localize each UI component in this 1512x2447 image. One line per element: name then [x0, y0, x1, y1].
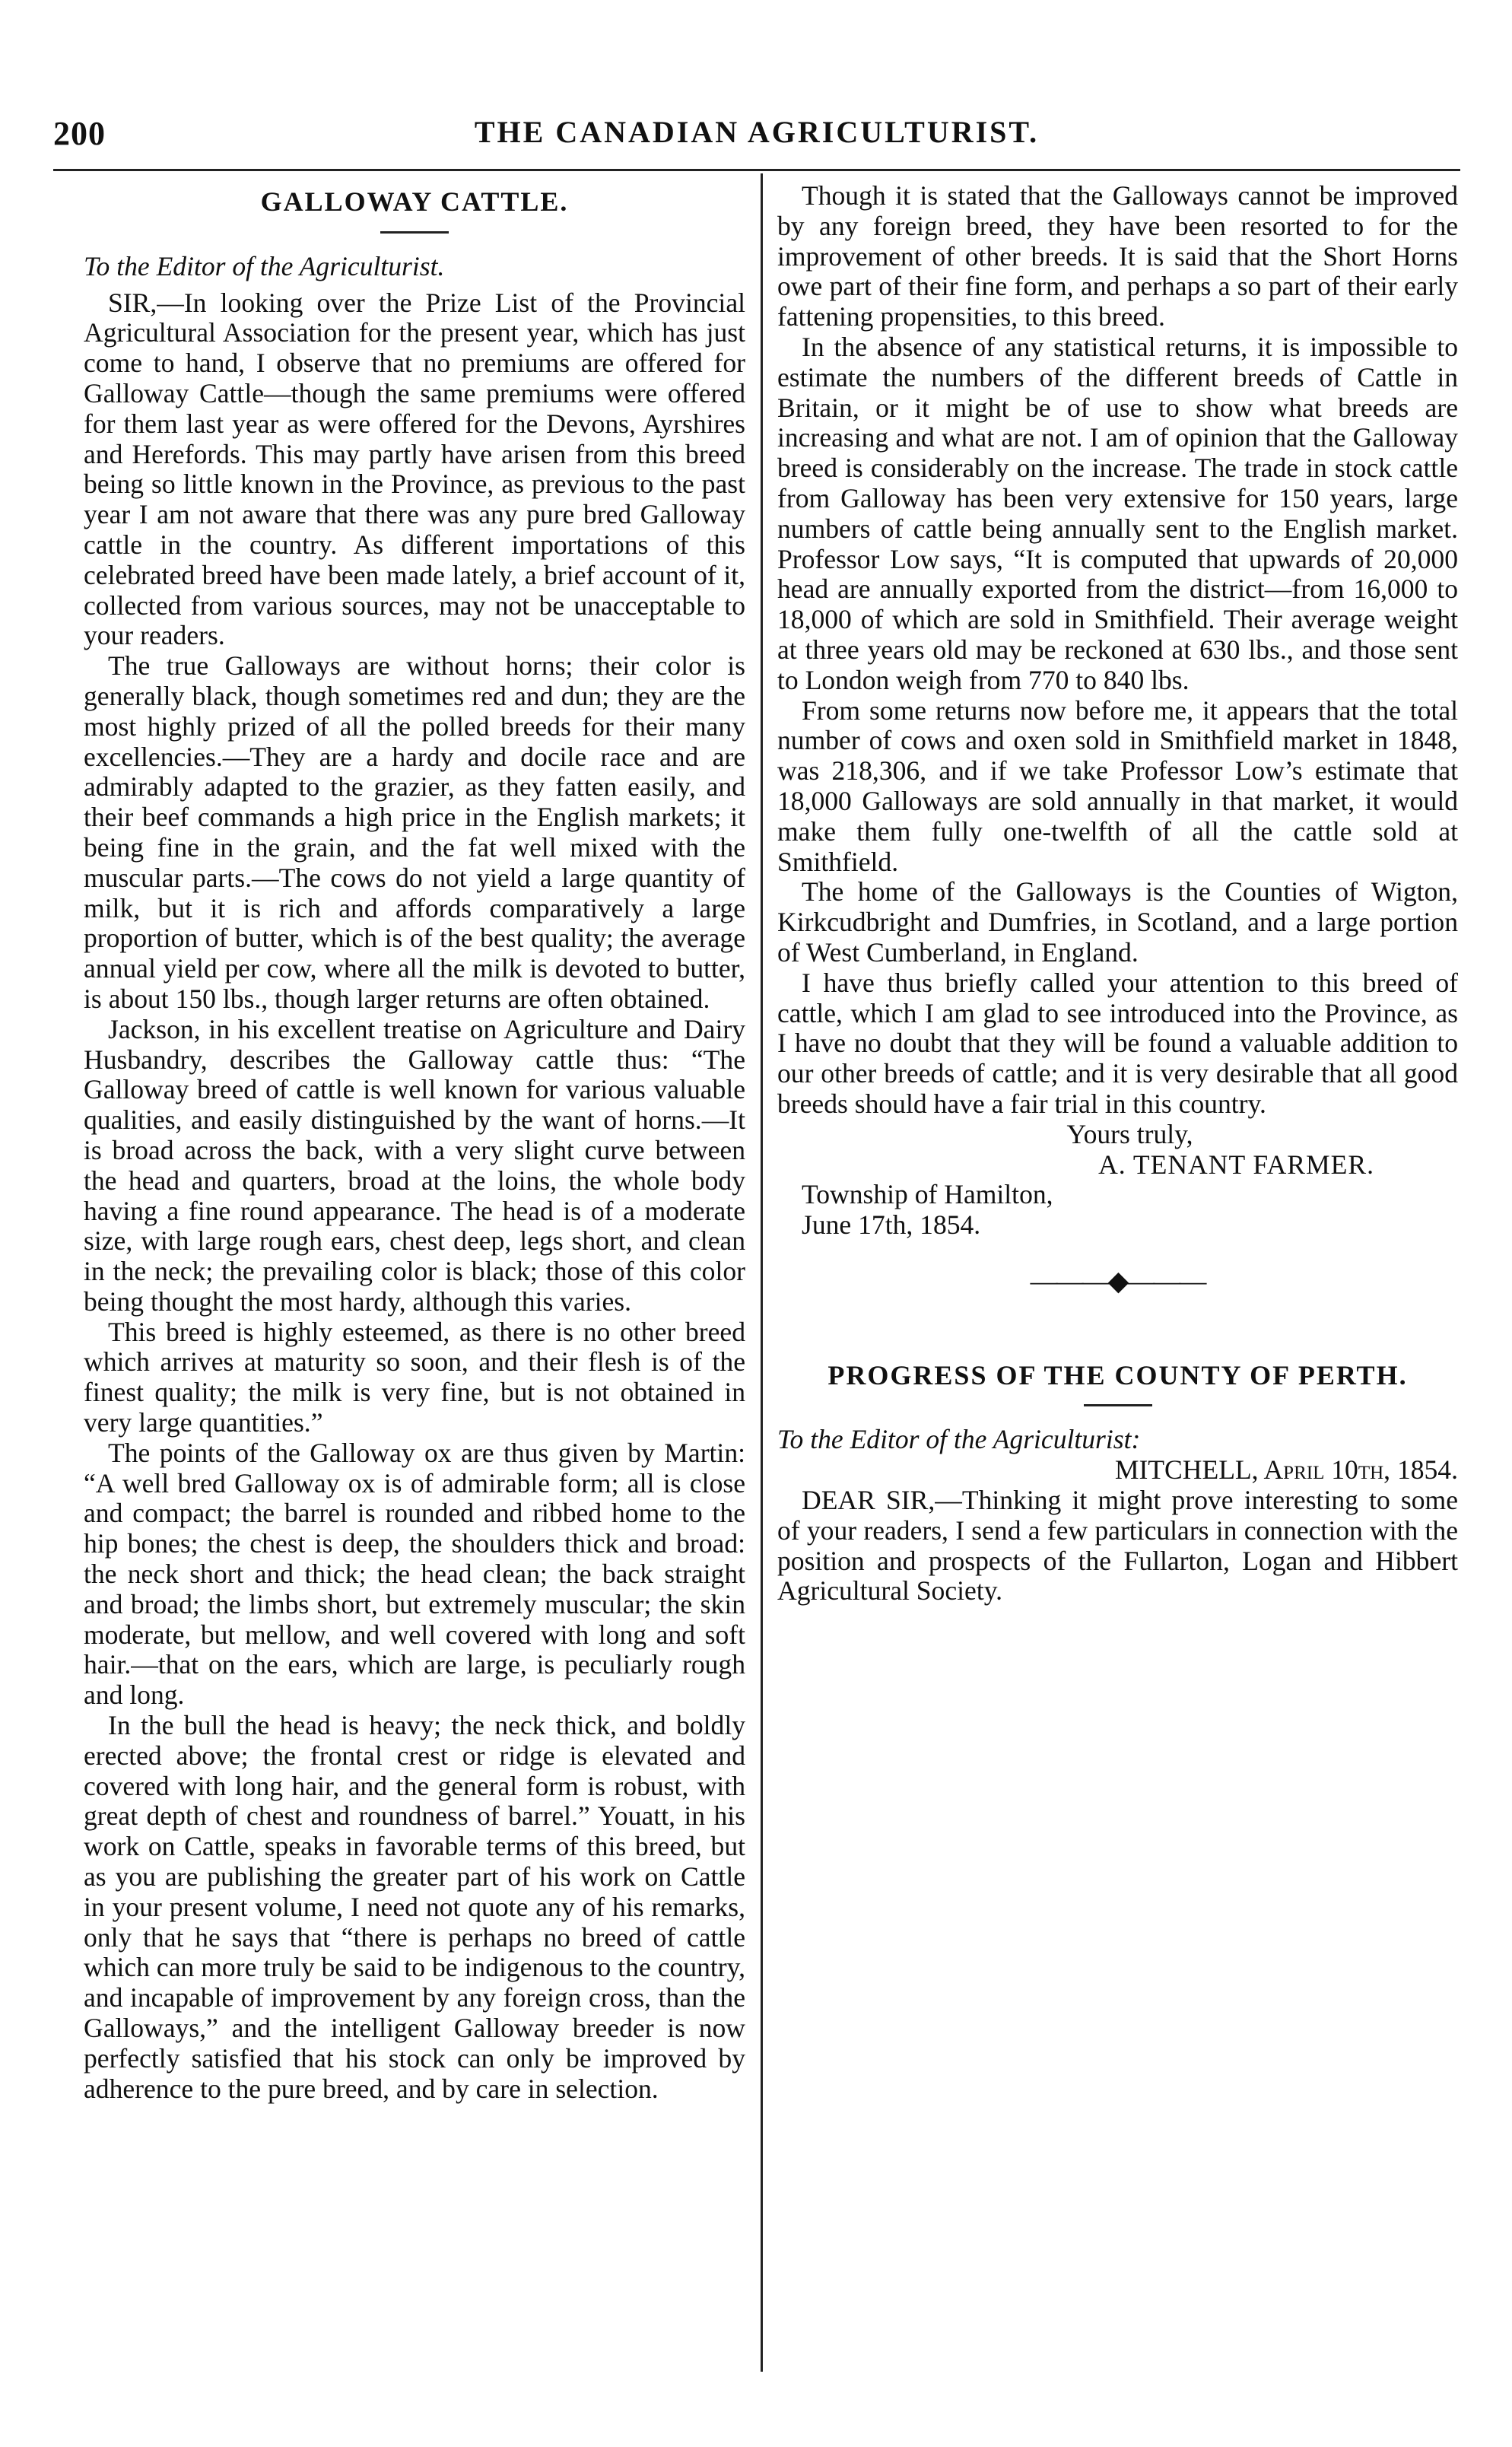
article-paragraph: This breed is highly esteemed, as there is no other breed which arrives at maturity so soon, and their flesh is of the finest quality; the milk is very fine, but is not obtained in very large quantities.” [84, 1316, 745, 1438]
signature-place: Township of Hamilton, [802, 1179, 1053, 1210]
right-column [777, 181, 1458, 1606]
page-header [53, 114, 1460, 160]
article-paragraph: I have thus briefly called your attention to this breed of cattle, which I am glad to see introduced into the Province, as I have no doubt that they will be found a valuable addition to our other breeds of cattle; and it is very desirable that all good breeds should have a fair trial in this country. [777, 967, 1458, 1119]
article-paragraph: The points of the Galloway ox are thus given by Martin: “A well bred Galloway ox is of admirable form; all is close and compact; the barrel is rounded and ribbed home to the hip bones; the chest is deep, the shoulders thick and broad: the neck short and thick; the head clean; the back straight and broad; the limbs short, but extremely muscular; the skin moderate, but mellow, and well covered with long and soft hair.—that on the ears, which are large, is peculiarly rough and long. [84, 1437, 745, 1711]
page-number: 200 [53, 115, 106, 152]
article-title-galloway: GALLOWAY CATTLE. [260, 186, 569, 217]
article-paragraph: In the absence of any statistical returns, it is impossible to estimate the numbers of the different breeds of Cattle in Britain, or it might be of use to show what breeds are increasing and what are not. I am of opinion that the Galloway breed is considerably on the increase. The trade in stock cattle from Galloway has been very extensive for 150 years, large numbers of cattle being annually sent to the English market. Professor Low says, “It is computed that upwards of 20,000 head are annually exported from the district—from 16,000 to 18,000 of which are sold in Smithfield. Their average weight at three years old may be reckoned at 630 lbs., and those sent to London weigh from 770 to 840 lbs. [777, 331, 1458, 695]
running-title: THE CANADIAN AGRICULTURIST. [474, 115, 1040, 149]
closing: Yours truly, [1066, 1118, 1193, 1149]
article-paragraph: From some returns now before me, it appears that the total number of cows and oxen sold in Smithfield market in 1848, was 218,306, and if we take Professor Low’s estimate that 18,000 Galloways are sold annually in that market, it would make them fully one-twelfth of all the cattle sold at Smithfield. [777, 694, 1458, 877]
title-rule [380, 231, 449, 234]
header-rule [53, 169, 1460, 171]
column-divider [761, 173, 763, 2372]
article-title-perth: PROGRESS OF THE COUNTY OF PERTH. [827, 1359, 1408, 1390]
salutation-to-editor: To the Editor of the Agriculturist: [777, 1424, 1141, 1455]
title-rule [1084, 1404, 1152, 1406]
article-paragraph: Though it is stated that the Galloways cannot be improved by any foreign breed, they have been resorted to for the improvement of other breeds. It is said that the Short Horns owe part of their fine form, and perhaps a so part of their early fattening propensities, to this breed. [777, 180, 1458, 332]
article-paragraph: The true Galloways are without horns; their color is generally black, though sometimes red and dun; they are the most highly prized of all the polled breeds for their many excellencies.—They are a hardy and docile race and are admirably adapted to the grazier, as they fatten easily, and their beef commands a high price in the English markets; it being fine in the grain, and the fat well mixed with the muscular parts.—The cows do not yield a large quantity of milk, but it is rich and affords comparatively a large proportion of butter, which is of the best quality; the average annual yield per cow, where all the milk is devoted to butter, is about 150 lbs., though larger returns are often obtained. [84, 650, 745, 1014]
left-column [84, 181, 745, 2104]
salutation-to-editor: To the Editor of the Agriculturist. [84, 250, 445, 281]
article-paragraph: The home of the Galloways is the Counties of Wigton, Kirkcudbright and Dumfries, in Scotland, and a large portion of West Cumberland, in England. [777, 876, 1458, 968]
dateline: MITCHELL, April 10th, 1854. [1114, 1454, 1458, 1486]
article-paragraph: In the bull the head is heavy; the neck thick, and boldly erected above; the frontal crest or ridge is elevated and covered with long hair, and the general form is robust, with great depth of chest and roundness of barrel.” Youatt, in his work on Cattle, speaks in favorable terms of this breed, but as you are publishing the greater part of his work on Cattle in your present volume, I need not quote any of his remarks, only that he says that “there is perhaps no breed of cattle which can more truly be said to be indigenous to the country, and incapable of improvement by any foreign cross, than the Galloways,” and the intelligent Galloway breeder is now perfectly satisfied that his stock can only be improved by adherence to the pure breed, and by care in selection. [84, 1710, 745, 2104]
article-paragraph: Jackson, in his excellent treatise on Agriculture and Dairy Husbandry, describes the Galloway cattle thus: “The Galloway breed of cattle is well known for various valuable qualities, and easily distinguished by the want of horns.—It is broad across the back, with a very slight curve between the head and quarters, broad at the loins, the whole body having a fine round appearance. The head is of a moderate size, with large rough ears, chest deep, legs short, and clean in the neck; the prevailing color is black; those of this color being thought the most hardy, although this varies. [84, 1013, 745, 1317]
signature-date: June 17th, 1854. [802, 1209, 981, 1241]
article-paragraph: DEAR SIR,—Thinking it might prove interesting to some of your readers, I send a few particulars in connection with the position and prospects of the Fullarton, Logan and Hibbert Agricultural Society. [777, 1485, 1458, 1606]
section-ornament: ———◆——— [1030, 1265, 1205, 1296]
signature: A. TENANT FARMER. [1098, 1149, 1374, 1180]
article-paragraph: SIR,—In looking over the Prize List of the Provincial Agricultural Association for the present year, which has just come to hand, I observe that no premiums are offered for Galloway Cattle—though the same premiums were offered for them last year as were offered for the Devons, Ayrshires and Herefords. This may partly have arisen from this breed being so little known in the Province, as previous to the past year I am not aware that there was any pure bred Galloway cattle in the country. As different importations of this celebrated breed have been made lately, a brief account of it, collected from various sources, may not be unacceptable to your readers. [84, 287, 745, 651]
